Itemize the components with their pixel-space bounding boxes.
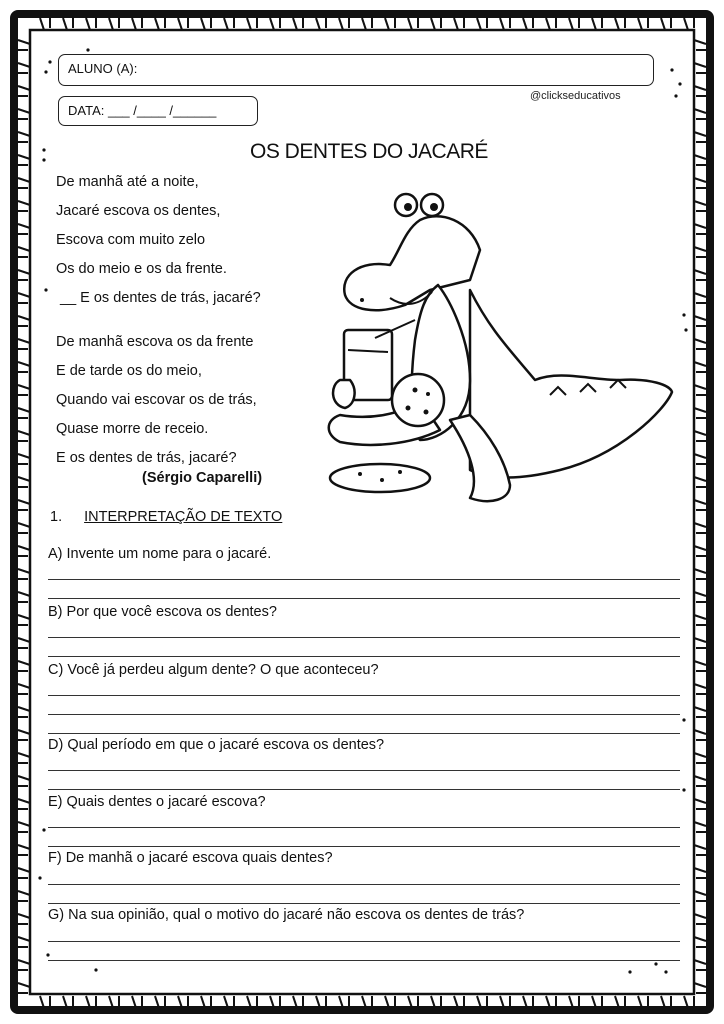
- author-handle: @clickseducativos: [530, 90, 621, 102]
- student-name-box[interactable]: [58, 54, 654, 86]
- answer-line[interactable]: [48, 695, 680, 696]
- answer-line[interactable]: [48, 789, 680, 790]
- poem-stanza-2: [56, 328, 257, 473]
- poem-line: De manhã escova os da frente: [56, 334, 254, 350]
- poem-line: E de tarde os do meio,: [56, 363, 202, 379]
- answer-line[interactable]: [48, 884, 680, 885]
- question-g: G) Na sua opinião, qual o motivo do jacaré não escova os dentes de trás?: [48, 907, 525, 923]
- date-box[interactable]: [58, 96, 258, 126]
- student-name-label: ALUNO (A):: [68, 61, 138, 76]
- poem-stanza-1: [56, 168, 261, 313]
- answer-line[interactable]: [48, 598, 680, 599]
- question-d: D) Qual período em que o jacaré escova os dentes?: [48, 737, 385, 753]
- poem-line: Escova com muito zelo: [56, 232, 206, 248]
- question-c: C) Você já perdeu algum dente? O que aconteceu?: [48, 662, 379, 678]
- answer-line[interactable]: [48, 637, 680, 638]
- poem-line: De manhã até a noite,: [56, 174, 199, 190]
- section-title: INTERPRETAÇÃO DE TEXTO: [84, 509, 283, 525]
- page-title: OS DENTES DO JACARÉ: [250, 140, 488, 163]
- answer-line[interactable]: [48, 960, 680, 961]
- answer-line[interactable]: [48, 941, 680, 942]
- question-b: B) Por que você escova os dentes?: [48, 604, 277, 620]
- answer-line[interactable]: [48, 733, 680, 734]
- answer-line[interactable]: [48, 714, 680, 715]
- poem-author: (Sérgio Caparelli): [142, 470, 263, 486]
- answer-line[interactable]: [48, 579, 680, 580]
- question-a: A) Invente um nome para o jacaré.: [48, 546, 272, 562]
- poem-line: E os dentes de trás, jacaré?: [56, 450, 237, 466]
- question-e: E) Quais dentes o jacaré escova?: [48, 794, 266, 810]
- poem-line: Quando vai escovar os de trás,: [56, 392, 257, 408]
- section-number: 1.: [50, 509, 63, 525]
- section-heading: [50, 509, 282, 525]
- answer-line[interactable]: [48, 770, 680, 771]
- answer-line[interactable]: [48, 903, 680, 904]
- poem-line: __ E os dentes de trás, jacaré?: [60, 290, 261, 306]
- poem-line: Os do meio e os da frente.: [56, 261, 227, 277]
- poem-line: Quase morre de receio.: [56, 421, 209, 437]
- answer-line[interactable]: [48, 827, 680, 828]
- date-label: DATA: ___ /____ /______: [68, 103, 217, 118]
- answer-line[interactable]: [48, 846, 680, 847]
- question-f: F) De manhã o jacaré escova quais dentes?: [48, 850, 333, 866]
- answer-line[interactable]: [48, 656, 680, 657]
- crocodile-drinking-milk-icon: [320, 180, 680, 510]
- poem-line: Jacaré escova os dentes,: [56, 203, 221, 219]
